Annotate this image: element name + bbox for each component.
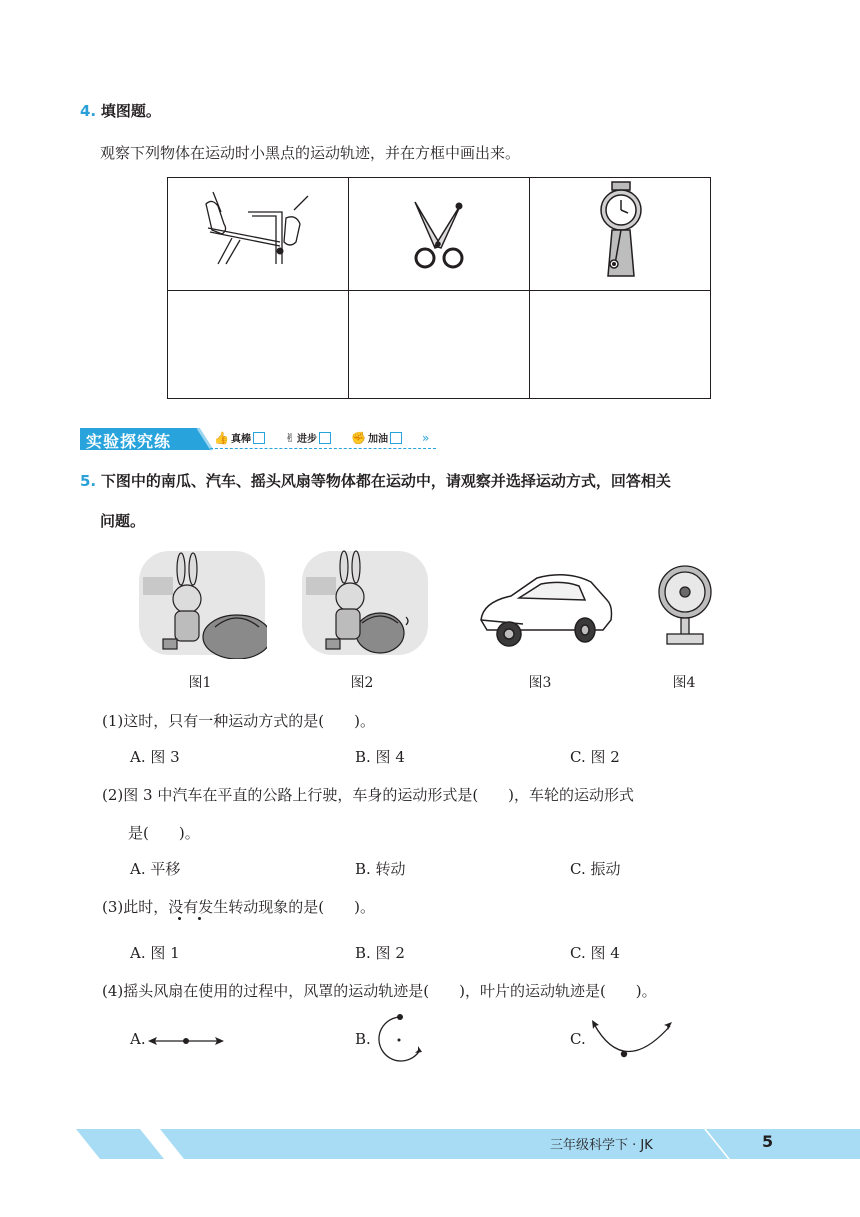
q4-heading: [80, 100, 161, 121]
figure-caption-2: 图2: [350, 675, 374, 691]
grid-cell-scissors: [349, 178, 530, 291]
sub4-option-a-label: A.: [130, 1030, 146, 1048]
figure-caption-1: 图1: [188, 675, 212, 691]
scissors-icon: [349, 178, 529, 286]
sub-question-3: (3)此时，没有发生转动现象的是( )。: [102, 898, 375, 916]
footer-book-title: 三年级科学下 · JK: [550, 1138, 653, 1153]
q5-stem-line1: 5. 下图中的南瓜、汽车、摇头风扇等物体都在运动中，请观察并选择运动方式，回答相关: [80, 472, 671, 490]
footer-band: [0, 1125, 860, 1165]
q5-stem-line2: 问题。: [100, 512, 146, 530]
grid-answer-box-3[interactable]: [530, 291, 711, 399]
rating-progress: ✌ 进步: [285, 430, 331, 445]
sub-question-4: (4)摇头风扇在使用的过程中，风罩的运动轨迹是( )，叶片的运动轨迹是( )。: [102, 982, 657, 1000]
sub2-option-b[interactable]: B. 转动: [355, 860, 406, 878]
sub3-option-a[interactable]: A. 图 1: [130, 944, 180, 962]
figure-caption-3: 图3: [528, 675, 552, 691]
sub-question-2-line1: (2)图 3 中汽车在平直的公路上行驶，车身的运动形式是( )，车轮的运动形式: [102, 786, 635, 804]
grid-answer-box-1[interactable]: [168, 291, 349, 399]
q5-number: 5.: [80, 472, 97, 490]
sub4-option-b-label: B.: [355, 1030, 371, 1048]
victory-hand-icon: ✌: [284, 430, 296, 445]
sub-question-2-line2: 是( )。: [128, 824, 200, 842]
q4-number: 4.: [80, 102, 97, 120]
arc-swing-trajectory-icon: [588, 1016, 678, 1060]
circular-trajectory-icon: [372, 1012, 428, 1068]
car-icon: [475, 568, 615, 648]
sub2-option-c[interactable]: C. 振动: [570, 860, 621, 878]
sub3-option-b[interactable]: B. 图 2: [355, 944, 405, 962]
sub3-option-c[interactable]: C. 图 4: [570, 944, 620, 962]
rating-keep-going: ✊ 加油: [351, 430, 402, 445]
banner-dashed-line: [210, 448, 436, 449]
emphasis-dot-2: [198, 917, 201, 920]
rating-checkbox-progress[interactable]: [319, 432, 331, 444]
sub1-option-c[interactable]: C. 图 2: [570, 748, 620, 766]
page-number: 5: [762, 1132, 774, 1151]
section-title: 实验探究练: [86, 432, 172, 451]
figure-1-rabbit-pumpkin: [137, 547, 267, 659]
rabbit-pumpkin-icon: [137, 547, 267, 659]
thumbs-up-icon: 👍: [214, 430, 229, 445]
rating-row: [214, 430, 429, 445]
rating-checkbox-keep-going[interactable]: [390, 432, 402, 444]
q4-instruction: 观察下列物体在运动时小黑点的运动轨迹，并在方框中画出来。: [100, 144, 521, 162]
fan-icon: [655, 562, 715, 652]
grid-cell-tape: [168, 178, 349, 291]
hands-pulling-tape-icon: [168, 178, 348, 286]
sub4-option-b[interactable]: [355, 1030, 371, 1048]
grid-answer-box-2[interactable]: [349, 291, 530, 399]
figure-caption-4: 图4: [672, 675, 696, 691]
sub4-option-a[interactable]: [130, 1030, 146, 1048]
emphasis-dot-1: [178, 917, 181, 920]
q4-drawing-grid: [167, 177, 711, 399]
sub4-option-c[interactable]: [570, 1030, 586, 1048]
rabbit-rolling-pumpkin-icon: [300, 547, 430, 659]
figure-2-rabbit-rolling-pumpkin: [300, 547, 430, 659]
rating-checkbox-great[interactable]: [253, 432, 265, 444]
pendulum-clock-icon: [530, 178, 710, 286]
double-arrow-trajectory-icon: [146, 1030, 226, 1052]
rating-great: 👍 真棒: [214, 430, 265, 445]
double-arrow-icon: »: [421, 430, 430, 445]
grid-cell-clock: [530, 178, 711, 291]
figure-4-fan: [655, 562, 715, 652]
q4-title: 填图题。: [100, 102, 161, 120]
sub-question-1: (1)这时，只有一种运动方式的是( )。: [102, 712, 375, 730]
sub2-option-a[interactable]: A. 平移: [130, 860, 181, 878]
sub1-option-b[interactable]: B. 图 4: [355, 748, 405, 766]
fist-icon: ✊: [351, 430, 366, 445]
sub4-option-c-label: C.: [570, 1030, 586, 1048]
sub1-option-a[interactable]: A. 图 3: [130, 748, 180, 766]
figure-3-car: [475, 568, 615, 648]
